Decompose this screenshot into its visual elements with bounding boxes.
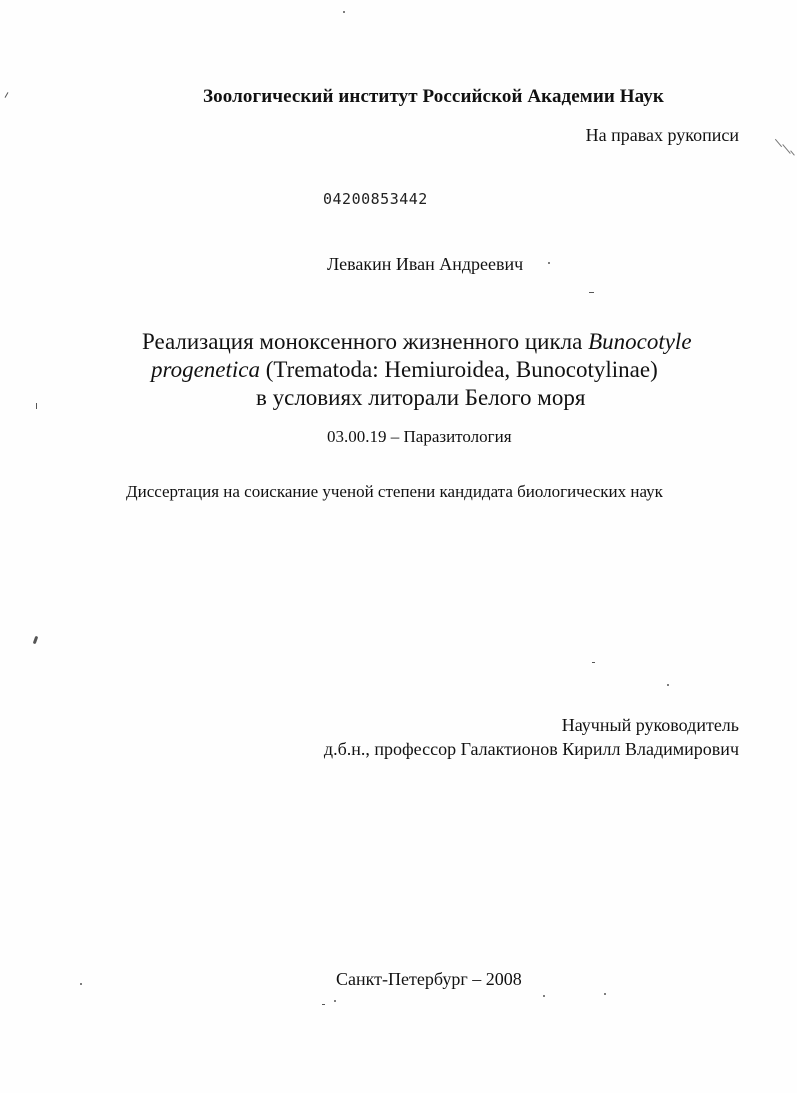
- title-line-2: [151, 356, 658, 384]
- scan-speck: [543, 995, 545, 997]
- scan-speck: [334, 1000, 336, 1002]
- scan-speck: [548, 262, 550, 264]
- author-name: Левакин Иван Андреевич: [327, 254, 524, 274]
- scan-speck: [343, 11, 345, 13]
- title-line-3: в условиях литорали Белого моря: [256, 385, 586, 410]
- scan-speck: [604, 993, 606, 995]
- scan-speck: [775, 139, 782, 147]
- advisor-name: д.б.н., профессор Галактионов Кирилл Владимирович: [323, 739, 739, 759]
- city-year: Санкт-Петербург – 2008: [336, 969, 522, 989]
- manuscript-note: На правах рукописи: [585, 125, 739, 145]
- scan-speck: [667, 684, 669, 686]
- registration-code: 04200853442: [323, 190, 428, 208]
- degree-statement: Диссертация на соискание ученой степени кандидата биологических наук: [126, 482, 663, 501]
- scan-speck: [322, 1004, 325, 1005]
- title-line-2-text: (Trematoda: Hemiuroidea, Bunocotylinae): [260, 357, 658, 382]
- scan-speck: [592, 662, 595, 663]
- specialty-code: 03.00.19 – Паразитология: [327, 427, 512, 446]
- scan-speck: [782, 144, 790, 154]
- scan-speck: [36, 403, 37, 409]
- scan-speck: [80, 983, 82, 985]
- institute-heading: Зоологический институт Российской Академии Наук: [203, 86, 664, 107]
- title-genus: Bunocotyle: [588, 329, 692, 354]
- title-line-1: [142, 328, 692, 356]
- scan-speck: [33, 636, 39, 645]
- title-species: progenetica: [151, 357, 261, 382]
- advisor-role: Научный руководитель: [561, 715, 739, 735]
- title-line-1-text: Реализация моноксенного жизненного цикла: [142, 329, 589, 354]
- scan-speck: [790, 150, 795, 155]
- scan-speck: [589, 292, 594, 293]
